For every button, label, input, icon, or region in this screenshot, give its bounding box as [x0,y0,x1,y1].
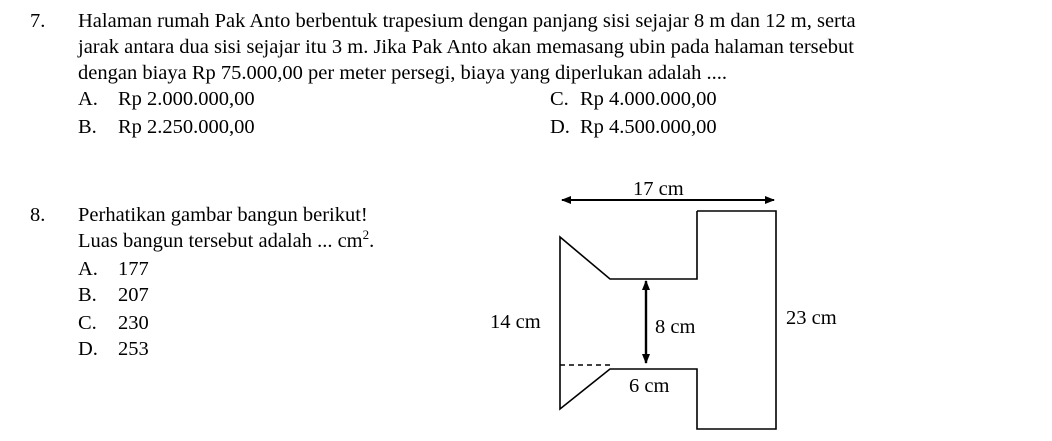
q8-option-b-text: 207 [118,284,149,306]
q7-option-a-letter: A. [78,88,98,110]
label-top: 17 cm [633,178,684,200]
question-8-line-1: Perhatikan gambar bangun berikut! [78,204,368,226]
q7-option-c-letter: C. [550,88,569,110]
q8-option-c-letter: C. [78,312,97,334]
question-8-line-2-end: . [369,230,375,252]
q8-option-d-letter: D. [78,338,98,360]
q8-option-c-text: 230 [118,312,149,334]
label-bottom: 6 cm [629,375,670,397]
question-8-unit-exponent: 2 [362,227,370,243]
q7-option-d-text: Rp 4.500.000,00 [580,116,717,138]
q8-option-a-letter: A. [78,258,98,280]
question-7-line-1: Halaman rumah Pak Anto berbentuk trapesium dengan panjang sisi sejajar 8 m dan 12 m, serta [78,10,856,32]
label-right: 23 cm [786,307,837,329]
q8-option-b-letter: B. [78,284,97,306]
q7-option-b-letter: B. [78,116,97,138]
q8-option-a-text: 177 [118,258,149,280]
question-7-line-2: jarak antara dua sisi sejajar itu 3 m. Jika Pak Anto akan memasang ubin pada halaman tersebut [78,36,854,58]
question-7-line-3: dengan biaya Rp 75.000,00 per meter persegi, biaya yang diperlukan adalah .... [78,62,727,84]
label-left: 14 cm [490,311,541,333]
q7-option-c-text: Rp 4.000.000,00 [580,88,717,110]
question-7-number: 7. [30,10,46,32]
question-8-line-2-text: Luas bangun tersebut adalah ... cm [78,230,363,252]
question-8-number: 8. [30,204,46,226]
q7-option-d-letter: D. [550,116,570,138]
label-middle: 8 cm [655,316,696,338]
q7-option-a-text: Rp 2.000.000,00 [118,88,255,110]
q7-option-b-text: Rp 2.250.000,00 [118,116,255,138]
q8-option-d-text: 253 [118,338,149,360]
